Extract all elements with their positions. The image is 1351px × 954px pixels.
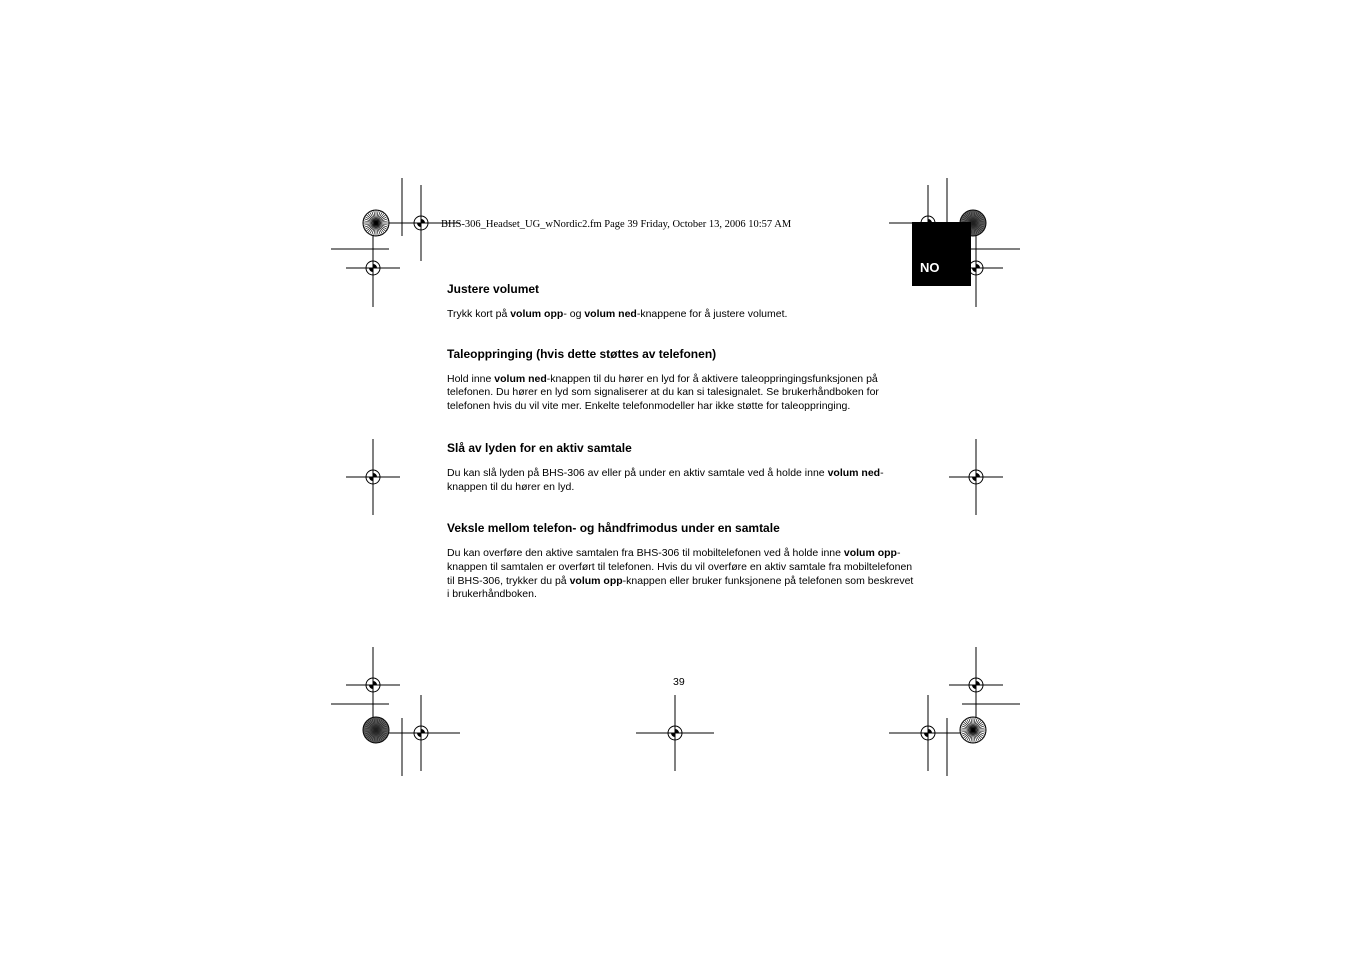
text-run: -knappen til du hører en lyd.	[447, 466, 884, 493]
registration-mark	[346, 439, 400, 515]
section-body	[447, 308, 917, 322]
file-info-header: BHS-306_Headset_UG_wNordic2.fm Page 39 Friday, October 13, 2006 10:57 AM	[441, 219, 792, 230]
section-adjust-volume	[447, 281, 917, 322]
text-run: - og	[563, 308, 585, 320]
bold-term: volum ned	[827, 466, 881, 479]
section-body	[447, 547, 917, 602]
text-run: -knappen til samtalen er overført til telefonen. Hvis du vil overføre en aktiv samtale fra mobiltelefonen til BHS-306, trykker du på	[447, 547, 913, 587]
registration-mark	[949, 647, 1003, 723]
bold-term: volum ned	[584, 308, 637, 320]
section-body	[447, 467, 917, 494]
starburst-mark	[363, 210, 389, 236]
text-run: Trykk kort på	[447, 308, 511, 320]
bold-term: volum opp	[843, 547, 897, 560]
bold-term: volum opp	[569, 574, 623, 587]
registration-mark	[346, 229, 400, 307]
language-tab	[912, 222, 971, 286]
section-mute-call	[447, 440, 917, 494]
section-heading: Taleoppringing (hvis dette støttes av telefonen)	[447, 346, 717, 361]
manual-content	[447, 281, 917, 602]
starburst-mark	[363, 717, 389, 743]
text-run: -knappene for å justere volumet.	[636, 308, 788, 320]
text-run: -knappen eller bruker funksjonene på telefonen som beskrevet i brukerhåndboken.	[447, 574, 914, 601]
section-voice-dialing	[447, 346, 917, 414]
text-run: Hold inne	[447, 372, 495, 385]
section-heading: Veksle mellom telefon- og håndfrimodus under en samtale	[447, 521, 780, 536]
page-number: 39	[673, 676, 685, 688]
text-run: Du kan overføre den aktive samtalen fra BHS-306 til mobiltelefonen ved å holde inne	[447, 547, 844, 560]
registration-mark	[346, 647, 400, 723]
registration-mark	[949, 439, 1003, 515]
section-body	[447, 373, 917, 414]
registration-mark	[382, 695, 460, 771]
registration-mark	[636, 695, 714, 771]
section-heading: Slå av lyden for en aktiv samtale	[447, 440, 632, 455]
section-switch-mode	[447, 520, 917, 602]
bold-term: volum opp	[510, 308, 564, 320]
text-run: Du kan slå lyden på BHS-306 av eller på under en aktiv samtale ved å holde inne	[447, 466, 828, 479]
bold-term: volum ned	[494, 372, 547, 385]
language-tab-label: NO	[920, 260, 940, 275]
starburst-mark	[960, 717, 986, 743]
section-heading: Justere volumet	[447, 282, 540, 296]
text-run: -knappen til du hører en lyd for å aktivere taleoppringingsfunksjonen på telefonen. Du hører en lyd som signaliserer at du kan si talesignalet. Se brukerhåndboken for telefonen hvis du vil vite mer. Enkelte telefonmodeller har ikke støtte for taleoppringing.	[447, 372, 879, 413]
registration-mark	[889, 695, 967, 771]
